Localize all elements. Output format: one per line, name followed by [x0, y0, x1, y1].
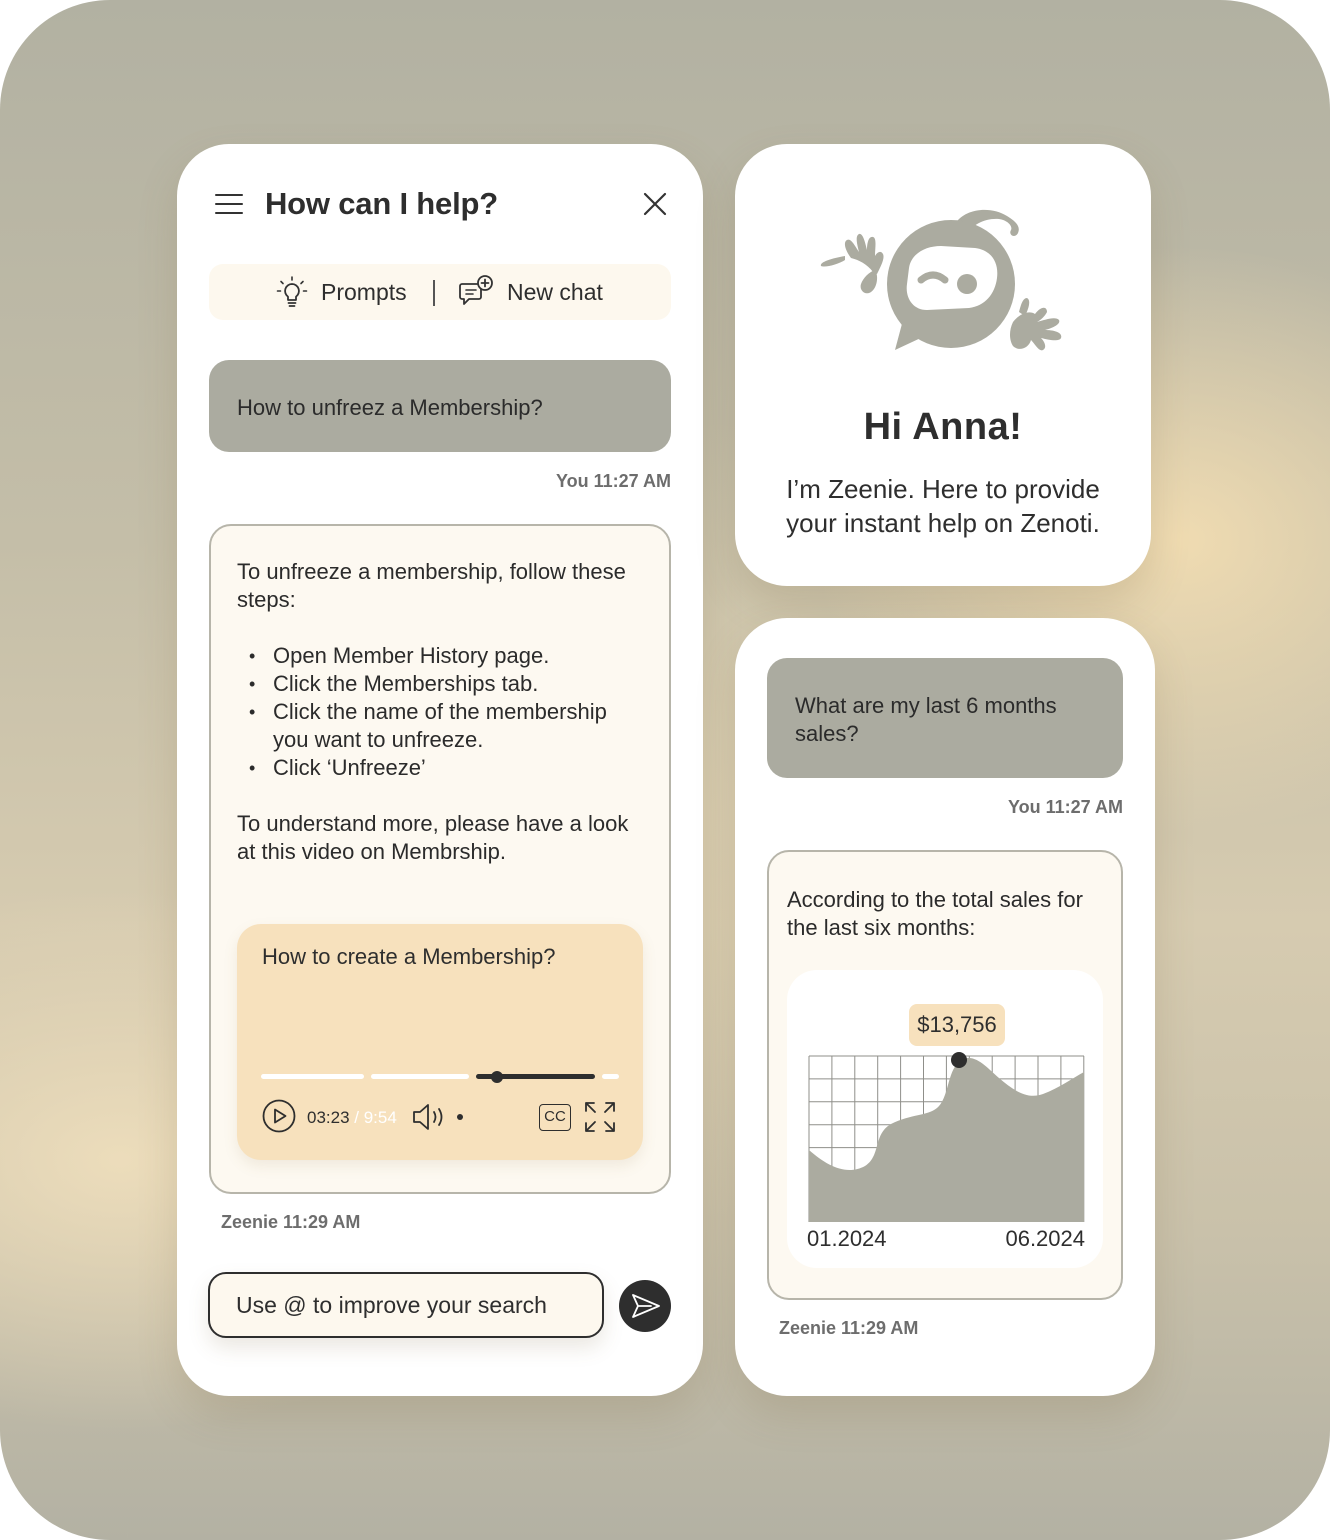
greeting-card [735, 144, 1151, 586]
time-separator: / [349, 1108, 364, 1127]
fullscreen-icon[interactable] [583, 1100, 617, 1134]
prompts-button[interactable] [275, 264, 407, 320]
scrubber-handle[interactable] [491, 1071, 503, 1083]
chat-panel [177, 144, 703, 1396]
highlight-value-label: $13,756 [909, 1004, 1005, 1046]
captions-button[interactable]: CC [539, 1104, 571, 1131]
video-title: How to create a Membership? [262, 944, 556, 969]
volume-icon[interactable] [411, 1102, 451, 1132]
sales-chart [787, 970, 1103, 1268]
list-item: • Open Member History page. [237, 642, 643, 670]
chapter-segment[interactable] [371, 1074, 469, 1079]
video-time [307, 1108, 397, 1128]
chapter-segment[interactable] [261, 1074, 364, 1079]
current-time: 03:23 [307, 1108, 350, 1127]
bot-message-stamp: Zeenie 11:29 AM [221, 1212, 361, 1232]
list-item: • Click the name of the membership you want to unfreeze. [237, 698, 643, 754]
search-input[interactable] [208, 1272, 604, 1338]
user-message-bubble [767, 658, 1123, 778]
user-message-bubble [209, 360, 671, 452]
greeting-subtitle: I’m Zeenie. Here to provide your instant help on Zenoti. [786, 474, 1100, 538]
bot-intro-text: To unfreeze a membership, follow these steps: [237, 559, 626, 612]
total-time: 9:54 [363, 1108, 397, 1127]
sales-chat-card [735, 618, 1155, 1396]
user-message-stamp: You 11:27 AM [555, 471, 671, 491]
list-item: • Click ‘Unfreeze’ [237, 754, 643, 782]
list-item: • Click the Memberships tab. [237, 670, 643, 698]
panel-title: How can I help? [265, 186, 498, 221]
x-axis-start-label: 01.2024 [807, 1226, 887, 1251]
x-axis-end-label: 06.2024 [1005, 1226, 1085, 1251]
send-button[interactable] [619, 1280, 671, 1332]
highlight-point[interactable] [951, 1052, 967, 1068]
video-player [237, 924, 643, 1160]
bot-message-bubble [767, 850, 1123, 1300]
bot-message-bubble [209, 524, 671, 1194]
user-message-text: How to unfreez a Membership? [237, 395, 543, 420]
close-icon[interactable] [641, 190, 669, 218]
separator-dot [457, 1114, 463, 1120]
zeenie-mascot-icon [815, 202, 1071, 362]
new-chat-button[interactable] [459, 264, 603, 320]
play-icon[interactable] [261, 1098, 297, 1134]
new-chat-icon [459, 275, 495, 309]
toolbar-divider [433, 280, 435, 306]
send-icon [631, 1293, 661, 1319]
menu-icon[interactable] [215, 192, 245, 216]
steps-list [237, 642, 643, 782]
lightbulb-icon [275, 275, 309, 309]
bot-outro-text: To understand more, please have a look at this video on Membrship. [237, 811, 629, 864]
user-message-stamp: You 11:27 AM [1007, 797, 1123, 817]
prompts-label: Prompts [321, 278, 407, 305]
bot-message-text: According to the total sales for the last six months: [787, 887, 1083, 940]
greeting-title: Hi Anna! [863, 406, 1023, 448]
chapter-segment[interactable] [602, 1074, 619, 1079]
chat-toolbar [209, 264, 671, 320]
user-message-text: What are my last 6 months sales? [795, 693, 1057, 746]
new-chat-label: New chat [507, 278, 603, 305]
bot-message-stamp: Zeenie 11:29 AM [779, 1318, 919, 1338]
